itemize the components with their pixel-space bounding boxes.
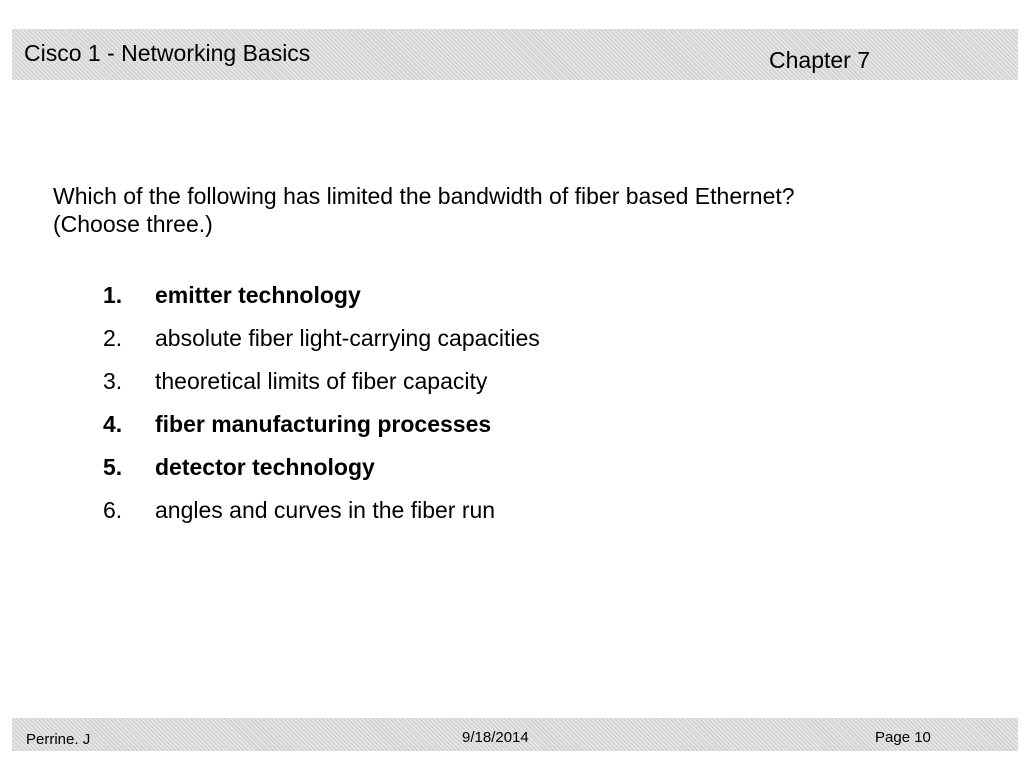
chapter-label: Chapter 7 xyxy=(769,47,871,73)
question-line-2: (Choose three.) xyxy=(53,211,213,237)
answer-text: absolute fiber light-carrying capacities xyxy=(155,325,540,351)
question-line-1: Which of the following has limited the bandwidth of fiber based Ethernet? xyxy=(53,183,795,209)
answer-number: 3. xyxy=(103,368,123,394)
footer-bar xyxy=(12,718,1018,751)
page-number: Page 10 xyxy=(875,729,931,746)
answer-number: 6. xyxy=(103,497,123,523)
date-label: 9/18/2014 xyxy=(462,729,529,746)
answer-text: emitter technology xyxy=(155,282,361,308)
course-title: Cisco 1 - Networking Basics xyxy=(24,40,311,66)
answer-text: detector technology xyxy=(155,454,375,480)
question-text xyxy=(53,182,953,238)
answer-text: angles and curves in the fiber run xyxy=(155,497,496,523)
answer-text: fiber manufacturing processes xyxy=(155,411,492,437)
header-bar xyxy=(12,29,1018,80)
answer-number: 5. xyxy=(103,454,123,480)
author-label: Perrine. J xyxy=(26,731,91,748)
answer-number: 2. xyxy=(103,325,123,351)
answer-text: theoretical limits of fiber capacity xyxy=(155,368,488,394)
answer-number: 1. xyxy=(103,282,123,308)
answer-number: 4. xyxy=(103,411,123,437)
